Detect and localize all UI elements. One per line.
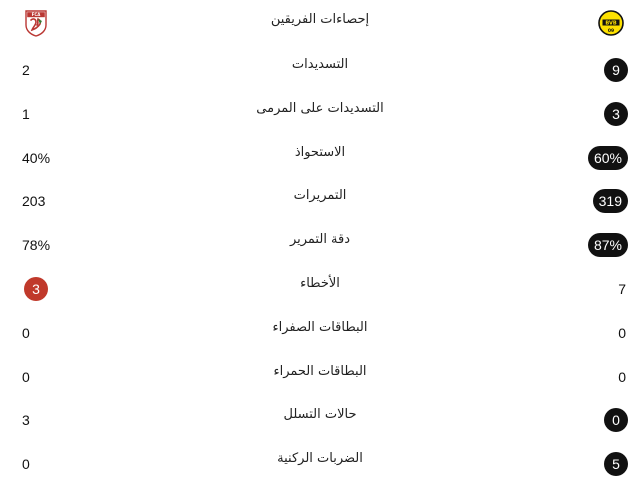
away-stat-value: 0 bbox=[22, 368, 30, 385]
stat-row bbox=[0, 440, 640, 484]
home-stat-value: 3 bbox=[604, 102, 628, 126]
away-stat-value: 0 bbox=[22, 324, 30, 341]
stat-row bbox=[0, 46, 640, 90]
svg-text:BVB: BVB bbox=[605, 20, 617, 27]
stat-row bbox=[0, 177, 640, 221]
stat-row bbox=[0, 134, 640, 178]
stat-label: الضربات الركنية bbox=[277, 451, 363, 467]
stat-label: التمريرات bbox=[293, 188, 347, 204]
away-stat-value: 3 bbox=[22, 412, 30, 429]
fca-crest-icon bbox=[23, 9, 49, 37]
home-stat-value: 60% bbox=[588, 146, 628, 170]
home-stat-value: 9 bbox=[604, 58, 628, 82]
stat-label: حالات التسلل bbox=[283, 407, 357, 423]
home-stat-value: 0 bbox=[618, 368, 626, 385]
home-stat-value: 0 bbox=[618, 324, 626, 341]
home-stat-value: 7 bbox=[618, 281, 626, 297]
stat-row bbox=[0, 265, 640, 309]
stat-label: دقة التمرير bbox=[289, 232, 351, 248]
away-stat-value: 2 bbox=[22, 62, 30, 78]
stat-label: التسديدات bbox=[291, 57, 349, 72]
home-stat-value: 0 bbox=[604, 408, 628, 432]
stat-row bbox=[0, 309, 640, 353]
away-stat-value: 203 bbox=[22, 193, 46, 210]
svg-text:FCA: FCA bbox=[31, 12, 41, 18]
stats-title: إحصاءات الفريقين bbox=[270, 12, 370, 27]
stat-row bbox=[0, 221, 640, 265]
stat-label: الاستحواذ bbox=[294, 144, 346, 160]
stat-label: البطاقات الصفراء bbox=[272, 319, 368, 335]
stats-header bbox=[0, 0, 640, 44]
away-stat-value: 3 bbox=[24, 277, 48, 301]
svg-text:09: 09 bbox=[607, 29, 615, 34]
stat-label: البطاقات الحمراء bbox=[273, 363, 367, 379]
stat-row bbox=[0, 90, 640, 134]
stat-label: الأخطاء bbox=[300, 276, 340, 291]
bvb-crest-icon bbox=[598, 9, 624, 37]
stat-label: التسديدات على المرمى bbox=[256, 100, 384, 116]
away-stat-value: 40% bbox=[22, 149, 51, 166]
stat-row bbox=[0, 353, 640, 397]
away-stat-value: 0 bbox=[22, 456, 30, 473]
home-stat-value: 5 bbox=[604, 452, 628, 476]
home-stat-value: 319 bbox=[593, 189, 628, 213]
away-stat-value: 78% bbox=[22, 237, 51, 254]
away-stat-value: 1 bbox=[22, 105, 30, 122]
home-stat-value: 87% bbox=[588, 233, 628, 257]
stat-row bbox=[0, 396, 640, 440]
